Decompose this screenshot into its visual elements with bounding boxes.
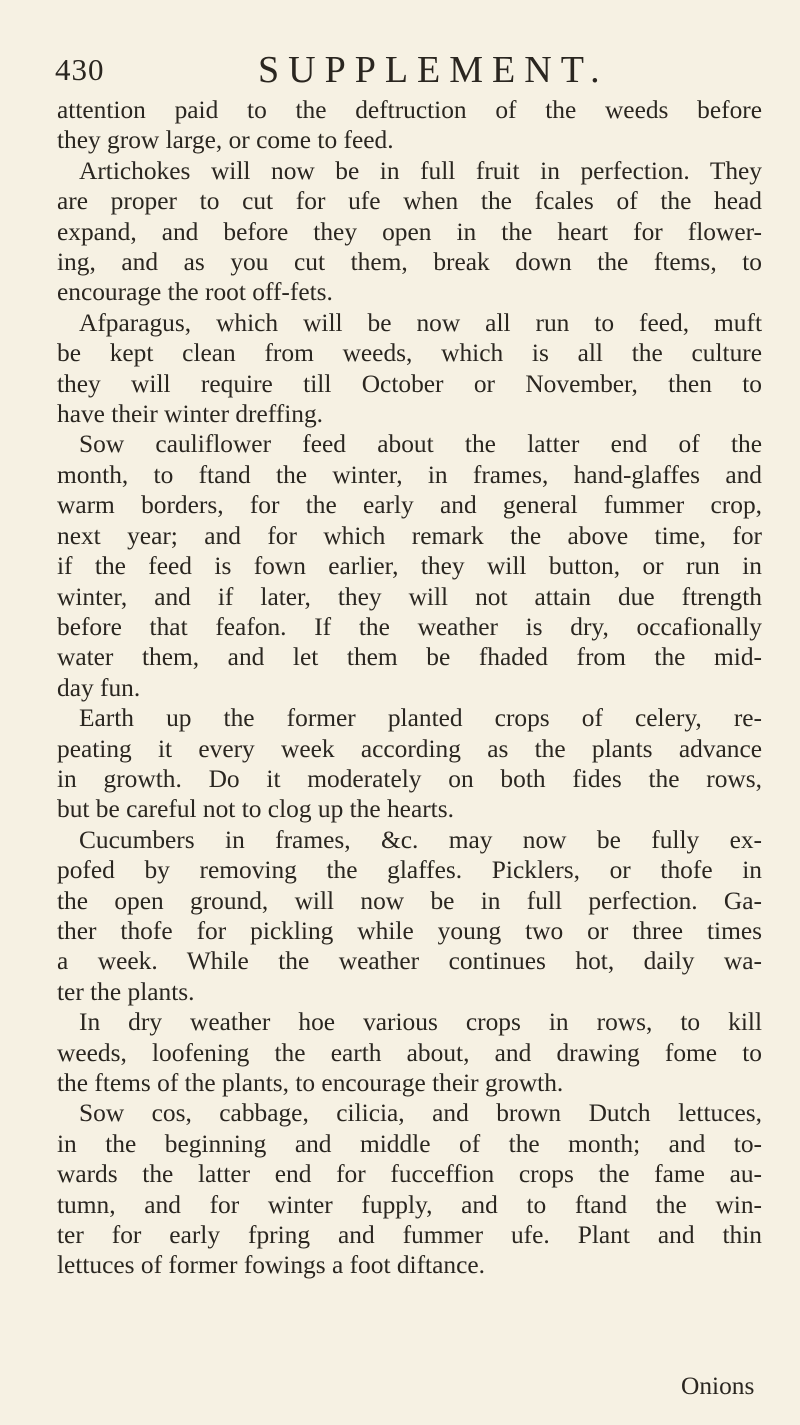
text-line: encourage the root off-fets. bbox=[57, 278, 333, 307]
text-line: winter, and if later, they will not attain due ftrength bbox=[57, 582, 762, 611]
text-line: warm borders, for the early and general fummer crop, bbox=[57, 491, 762, 520]
text-line: are proper to cut for ufe when the fcales of the head bbox=[57, 187, 762, 216]
text-line: Cucumbers in frames, &c. may now be fully ex- bbox=[79, 825, 762, 854]
body-text bbox=[57, 95, 762, 1281]
text-line: if the feed is fown earlier, they will button, or run in bbox=[57, 552, 762, 581]
text-line: in growth. Do it moderately on both fides the rows, bbox=[57, 764, 762, 793]
text-line: Artichokes will now be in full fruit in perfection. They bbox=[79, 156, 762, 185]
text-line: the open ground, will now be in full perfection. Ga- bbox=[57, 886, 762, 915]
text-line: tumn, and for winter fupply, and to ftand the win- bbox=[57, 1190, 762, 1219]
running-head: SUPPLEMENT. bbox=[258, 49, 609, 91]
text-line: have their winter dreffing. bbox=[57, 400, 324, 429]
text-line: attention paid to the deftruction of the weeds before bbox=[57, 96, 762, 124]
text-line: in the beginning and middle of the month; and to- bbox=[57, 1129, 762, 1158]
text-line: pofed by removing the glaffes. Picklers, or thofe in bbox=[57, 856, 762, 885]
text-line: Sow cauliflower feed about the latter end of the bbox=[79, 430, 762, 459]
text-line: Sow cos, cabbage, cilicia, and brown Dutch lettuces, bbox=[79, 1099, 762, 1128]
text-line: a week. While the weather continues hot, daily wa- bbox=[57, 947, 762, 976]
text-line: be kept clean from weeds, which is all the culture bbox=[57, 339, 762, 368]
text-line: Afparagus, which will be now all run to feed, muft bbox=[79, 308, 762, 337]
text-line: day fun. bbox=[57, 673, 141, 702]
text-line: they will require till October or November, then to bbox=[57, 369, 762, 398]
text-line: ing, and as you cut them, break down the ftems, to bbox=[57, 248, 762, 277]
text-line: they grow large, or come to feed. bbox=[57, 126, 394, 155]
text-line: ter for early fpring and fummer ufe. Plant and thin bbox=[57, 1221, 762, 1250]
text-line: water them, and let them be fhaded from the mid- bbox=[57, 643, 762, 672]
text-line: the ftems of the plants, to encourage their growth. bbox=[57, 1069, 564, 1097]
page-header bbox=[55, 48, 760, 91]
text-line: Earth up the former planted crops of celery, re- bbox=[79, 704, 762, 733]
text-line: peating it every week according as the plants advance bbox=[57, 734, 762, 763]
text-line: ter the plants. bbox=[57, 977, 195, 1006]
text-line: month, to ftand the winter, in frames, hand-glaffes and bbox=[57, 460, 762, 489]
text-line: expand, and before they open in the heart for flower- bbox=[57, 217, 762, 246]
page-number: 430 bbox=[55, 52, 105, 87]
text-line: ther thofe for pickling while young two or three times bbox=[57, 916, 762, 945]
text-line: lettuces of former fowings a foot diftance. bbox=[57, 1251, 485, 1280]
text-line: wards the latter end for fucceffion crops the fame au- bbox=[57, 1160, 762, 1189]
text-line: but be careful not to clog up the hearts. bbox=[57, 795, 454, 824]
catchword: Onions bbox=[681, 1372, 755, 1400]
text-line: weeds, loofening the earth about, and drawing fome to bbox=[57, 1038, 762, 1067]
text-line: before that feafon. If the weather is dry, occafionally bbox=[57, 612, 762, 641]
text-line: next year; and for which remark the above time, for bbox=[57, 521, 762, 550]
text-line: In dry weather hoe various crops in rows, to kill bbox=[79, 1008, 762, 1037]
